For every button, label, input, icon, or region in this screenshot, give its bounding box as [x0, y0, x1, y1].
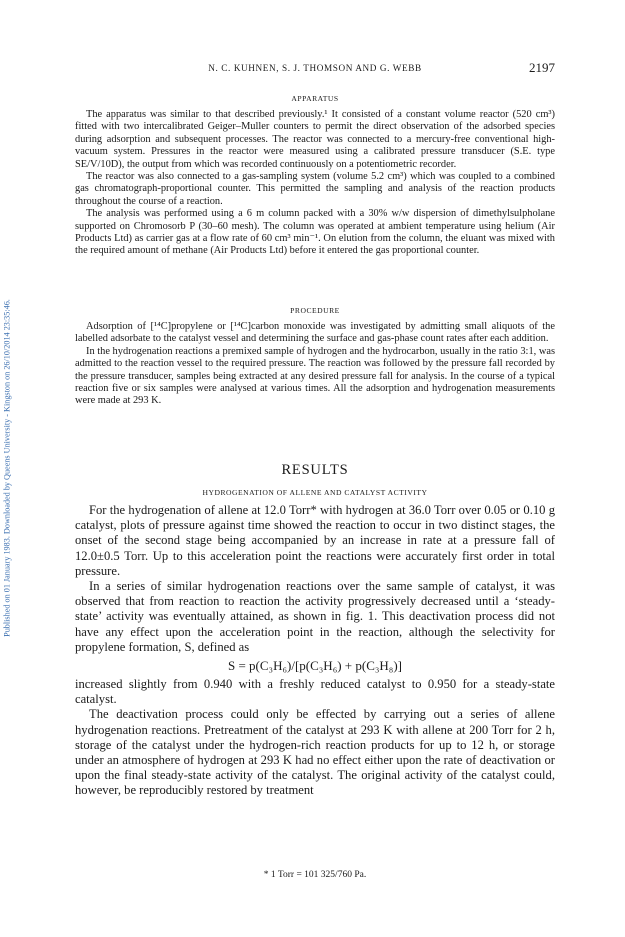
- results-paragraph: For the hydrogenation of allene at 12.0 Torr* with hydrogen at 36.0 Torr over 0.05 or 0.10 g catalyst, plots of pressure against time showed the reaction to occur in two distinct stages, the onset of the second stage being accompanied by an increase in rate at a pressure fall of 12.0±0.5 Torr. Up to this acceleration point the reactions were accurately first order in total pressure.: [75, 503, 555, 578]
- footnote: * 1 Torr = 101 325/760 Pa.: [263, 870, 367, 880]
- apparatus-paragraph: The reactor was also connected to a gas-sampling system (volume 5.2 cm³) which was coupled to a combined gas chromatograph-proportional counter. This permitted the sampling and analysis of the reaction products throughout the course of a reaction.: [75, 171, 555, 207]
- results-paragraph: In a series of similar hydrogenation reactions over the same sample of catalyst, it was observed that from reaction to reaction the activity progressively decreased until a ‘steady-state’ activity was eventually attained, as shown in fig. 1. This deactivation process did not have any effect upon the acceleration point in the reaction, although the selectivity for propylene formation, S, defined as: [75, 579, 555, 654]
- download-watermark: [0, 0, 14, 937]
- procedure-heading: PROCEDURE: [290, 306, 340, 315]
- results-title: RESULTS: [281, 462, 349, 478]
- results-section: [75, 462, 555, 799]
- results-subheading: HYDROGENATION OF ALLENE AND CATALYST ACTIVITY: [202, 488, 428, 497]
- running-header-authors: N. C. KUHNEN, S. J. THOMSON AND G. WEBB: [208, 63, 422, 73]
- procedure-section: [75, 306, 555, 408]
- download-watermark-text: Published on 01 January 1983. Downloaded by Queens University - Kingston on 26/10/2014 23:35:46.: [2, 299, 12, 637]
- apparatus-paragraph: The apparatus was similar to that described previously.¹ It consisted of a constant volume reactor (520 cm³) fitted with two intercalibrated Geiger–Muller counters to permit the direct observation of the adsorbed species during adsorption and subsequent processes. The reactor was connected to a mercury-free conventional high-vacuum system. Pressures in the reactor were measured using a calibrated pressure transducer (S.E. type SE/V/10D), the output from which was recorded continuously on a potentiometric recorder.: [75, 109, 555, 170]
- apparatus-section: [75, 94, 555, 258]
- page-number: 2197: [529, 60, 555, 75]
- running-header: [75, 60, 555, 76]
- results-paragraph: The deactivation process could only be effected by carrying out a series of allene hydrogenation reactions. Pretreatment of the catalyst at 293 K with allene at 200 Torr for 2 h, storage of the catalyst under the hydrogen-rich reaction products for up to 12 h, or storage under an atmosphere of hydrogen at 293 K had no effect either upon the rate of deactivation or upon the final steady-state activity of the catalyst. The original activity of the catalyst could, however, be reproducibly restored by treatment: [75, 707, 555, 798]
- procedure-paragraph: In the hydrogenation reactions a premixed sample of hydrogen and the hydrocarbon, usually in the ratio 3:1, was admitted to the reaction vessel to the required pressure. The reaction was followed by the pressure fall recorded by the pressure transducer, samples being extracted at any desired pressure fall for analysis. In the course of a typical reaction five or six samples were analysed at various times. All the adsorption and hydrogenation measurements were made at 293 K.: [75, 345, 555, 407]
- procedure-paragraph: Adsorption of [¹⁴C]propylene or [¹⁴C]carbon monoxide was investigated by admitting small aliquots of the labelled adsorbate to the catalyst vessel and determining the surface and gas-phase count rates after each addition.: [75, 321, 555, 345]
- results-paragraph-continuation: increased slightly from 0.940 with a freshly reduced catalyst to 0.950 for a steady-state catalyst.: [75, 677, 555, 707]
- selectivity-equation: S = p(C₃H₆)/[p(C₃H₆) + p(C₃H₈)]: [227, 658, 402, 674]
- apparatus-heading: APPARATUS: [291, 94, 339, 103]
- apparatus-paragraph: The analysis was performed using a 6 m column packed with a 30% w/w dispersion of dimethylsulpholane supported on Chromosorb P (30–60 mesh). The column was operated at ambient temperature using helium (Air Products Ltd) as carrier gas at a flow rate of 60 cm³ min⁻¹. On elution from the column, the eluant was mixed with the required amount of methane (Air Products Ltd) before it entered the gas proportional counter.: [75, 208, 555, 257]
